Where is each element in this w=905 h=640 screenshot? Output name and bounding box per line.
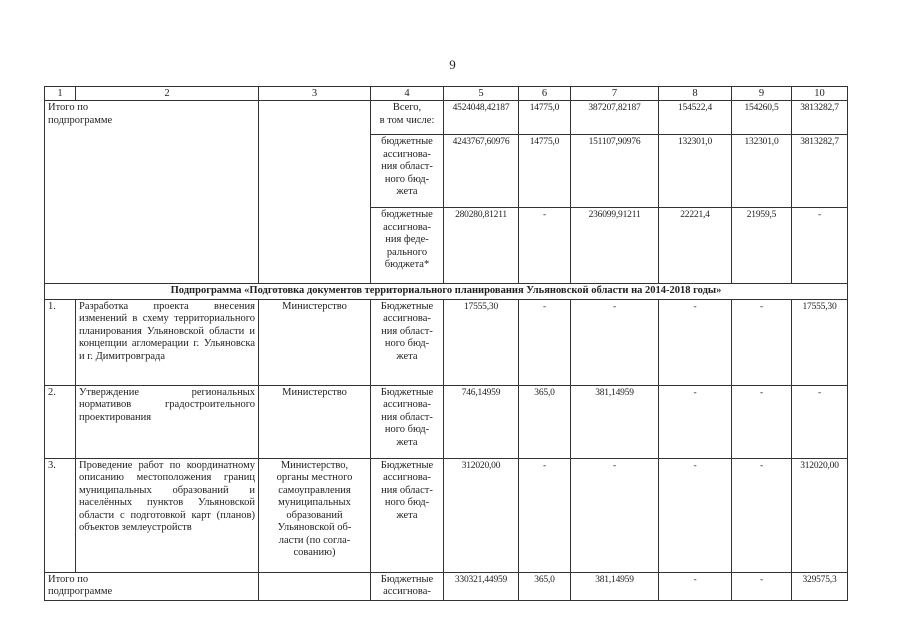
value-cell: - — [732, 385, 792, 458]
subprogram-title: Подпрограмма «Подготовка документов территориального планирования Ульяновской области на 2014-2018 годы» — [45, 284, 848, 300]
column-number-row — [45, 87, 848, 101]
value-cell: 280280,81211 — [444, 208, 519, 284]
executor: Министерство — [259, 299, 371, 385]
funding-source: Бюджетные ассигнова- — [371, 572, 444, 600]
col-header: 8 — [659, 87, 732, 101]
col-header: 4 — [371, 87, 444, 101]
value-cell: 4243767,60976 — [444, 135, 519, 208]
funding-type: бюджетные ассигнова- ния феде- рального бюджета* — [371, 208, 444, 284]
subprogram-row — [45, 284, 848, 300]
value-cell: 381,14959 — [571, 572, 659, 600]
activity-name: Разработка проекта внесения изменений в схему территориального планирования Ульяновской области и концепции агломерации г. Ульяновска и г. Димитровграда — [76, 299, 259, 385]
empty-cell — [259, 572, 371, 600]
value-cell: 21959,5 — [732, 208, 792, 284]
value-cell: - — [732, 572, 792, 600]
funding-source: Бюджетные ассигнова- ния област- ного бюд- жета — [371, 299, 444, 385]
col-header: 2 — [76, 87, 259, 101]
value-cell: 17555,30 — [792, 299, 848, 385]
funding-type: Всего, в том числе: — [371, 101, 444, 135]
value-cell: 3813282,7 — [792, 135, 848, 208]
subprogram-total-row — [45, 572, 848, 600]
activity-name: Утверждение региональных нормативов градостроительного проектирования — [76, 385, 259, 458]
value-cell: 4524048,42187 — [444, 101, 519, 135]
value-cell: 14775,0 — [519, 101, 571, 135]
value-cell: 154260,5 — [732, 101, 792, 135]
value-cell: - — [519, 299, 571, 385]
value-cell: 381,14959 — [571, 385, 659, 458]
row-number: 3. — [45, 458, 76, 572]
value-cell: - — [659, 458, 732, 572]
value-cell: - — [732, 299, 792, 385]
value-cell: 365,0 — [519, 572, 571, 600]
funding-type: бюджетные ассигнова- ния област- ного бюд- жета — [371, 135, 444, 208]
value-cell: 132301,0 — [659, 135, 732, 208]
value-cell: - — [792, 208, 848, 284]
page-number: 9 — [449, 57, 456, 72]
value-cell: 14775,0 — [519, 135, 571, 208]
col-header: 7 — [571, 87, 659, 101]
col-header: 1 — [45, 87, 76, 101]
value-cell: 329575,3 — [792, 572, 848, 600]
total-label: Итого по подпрограмме — [45, 101, 259, 284]
value-cell: - — [659, 299, 732, 385]
value-cell: 132301,0 — [732, 135, 792, 208]
value-cell: 312020,00 — [792, 458, 848, 572]
value-cell: - — [659, 385, 732, 458]
row-number: 1. — [45, 299, 76, 385]
total-row — [45, 101, 848, 135]
value-cell: - — [792, 385, 848, 458]
activity-name: Проведение работ по координатному описанию местоположения границ муниципальных образований и населённых пунктов Ульяновской области с подготовкой карт (планов) объектов землеустройств — [76, 458, 259, 572]
col-header: 9 — [732, 87, 792, 101]
value-cell: 17555,30 — [444, 299, 519, 385]
total-label: Итого по подпрограмме — [45, 572, 259, 600]
value-cell: 236099,91211 — [571, 208, 659, 284]
value-cell: 22221,4 — [659, 208, 732, 284]
value-cell: 365,0 — [519, 385, 571, 458]
value-cell: - — [571, 299, 659, 385]
col-header: 10 — [792, 87, 848, 101]
value-cell: 312020,00 — [444, 458, 519, 572]
executor: Министерство — [259, 385, 371, 458]
funding-source: Бюджетные ассигнова- ния област- ного бюд- жета — [371, 385, 444, 458]
value-cell: - — [519, 208, 571, 284]
table-row — [45, 458, 848, 572]
value-cell: 746,14959 — [444, 385, 519, 458]
value-cell: - — [571, 458, 659, 572]
budget-table — [44, 86, 848, 601]
value-cell: 151107,90976 — [571, 135, 659, 208]
funding-source: Бюджетные ассигнова- ния област- ного бюд- жета — [371, 458, 444, 572]
value-cell: - — [659, 572, 732, 600]
value-cell: - — [519, 458, 571, 572]
value-cell: 154522,4 — [659, 101, 732, 135]
row-number: 2. — [45, 385, 76, 458]
value-cell: 330321,44959 — [444, 572, 519, 600]
table-row — [45, 299, 848, 385]
col-header: 6 — [519, 87, 571, 101]
value-cell: - — [732, 458, 792, 572]
value-cell: 387207,82187 — [571, 101, 659, 135]
empty-cell — [259, 101, 371, 284]
col-header: 5 — [444, 87, 519, 101]
value-cell: 3813282,7 — [792, 101, 848, 135]
table-row — [45, 385, 848, 458]
col-header: 3 — [259, 87, 371, 101]
executor: Министерство, органы местного самоуправления муниципальных образований Ульяновской об- ласти (по согла- сованию) — [259, 458, 371, 572]
